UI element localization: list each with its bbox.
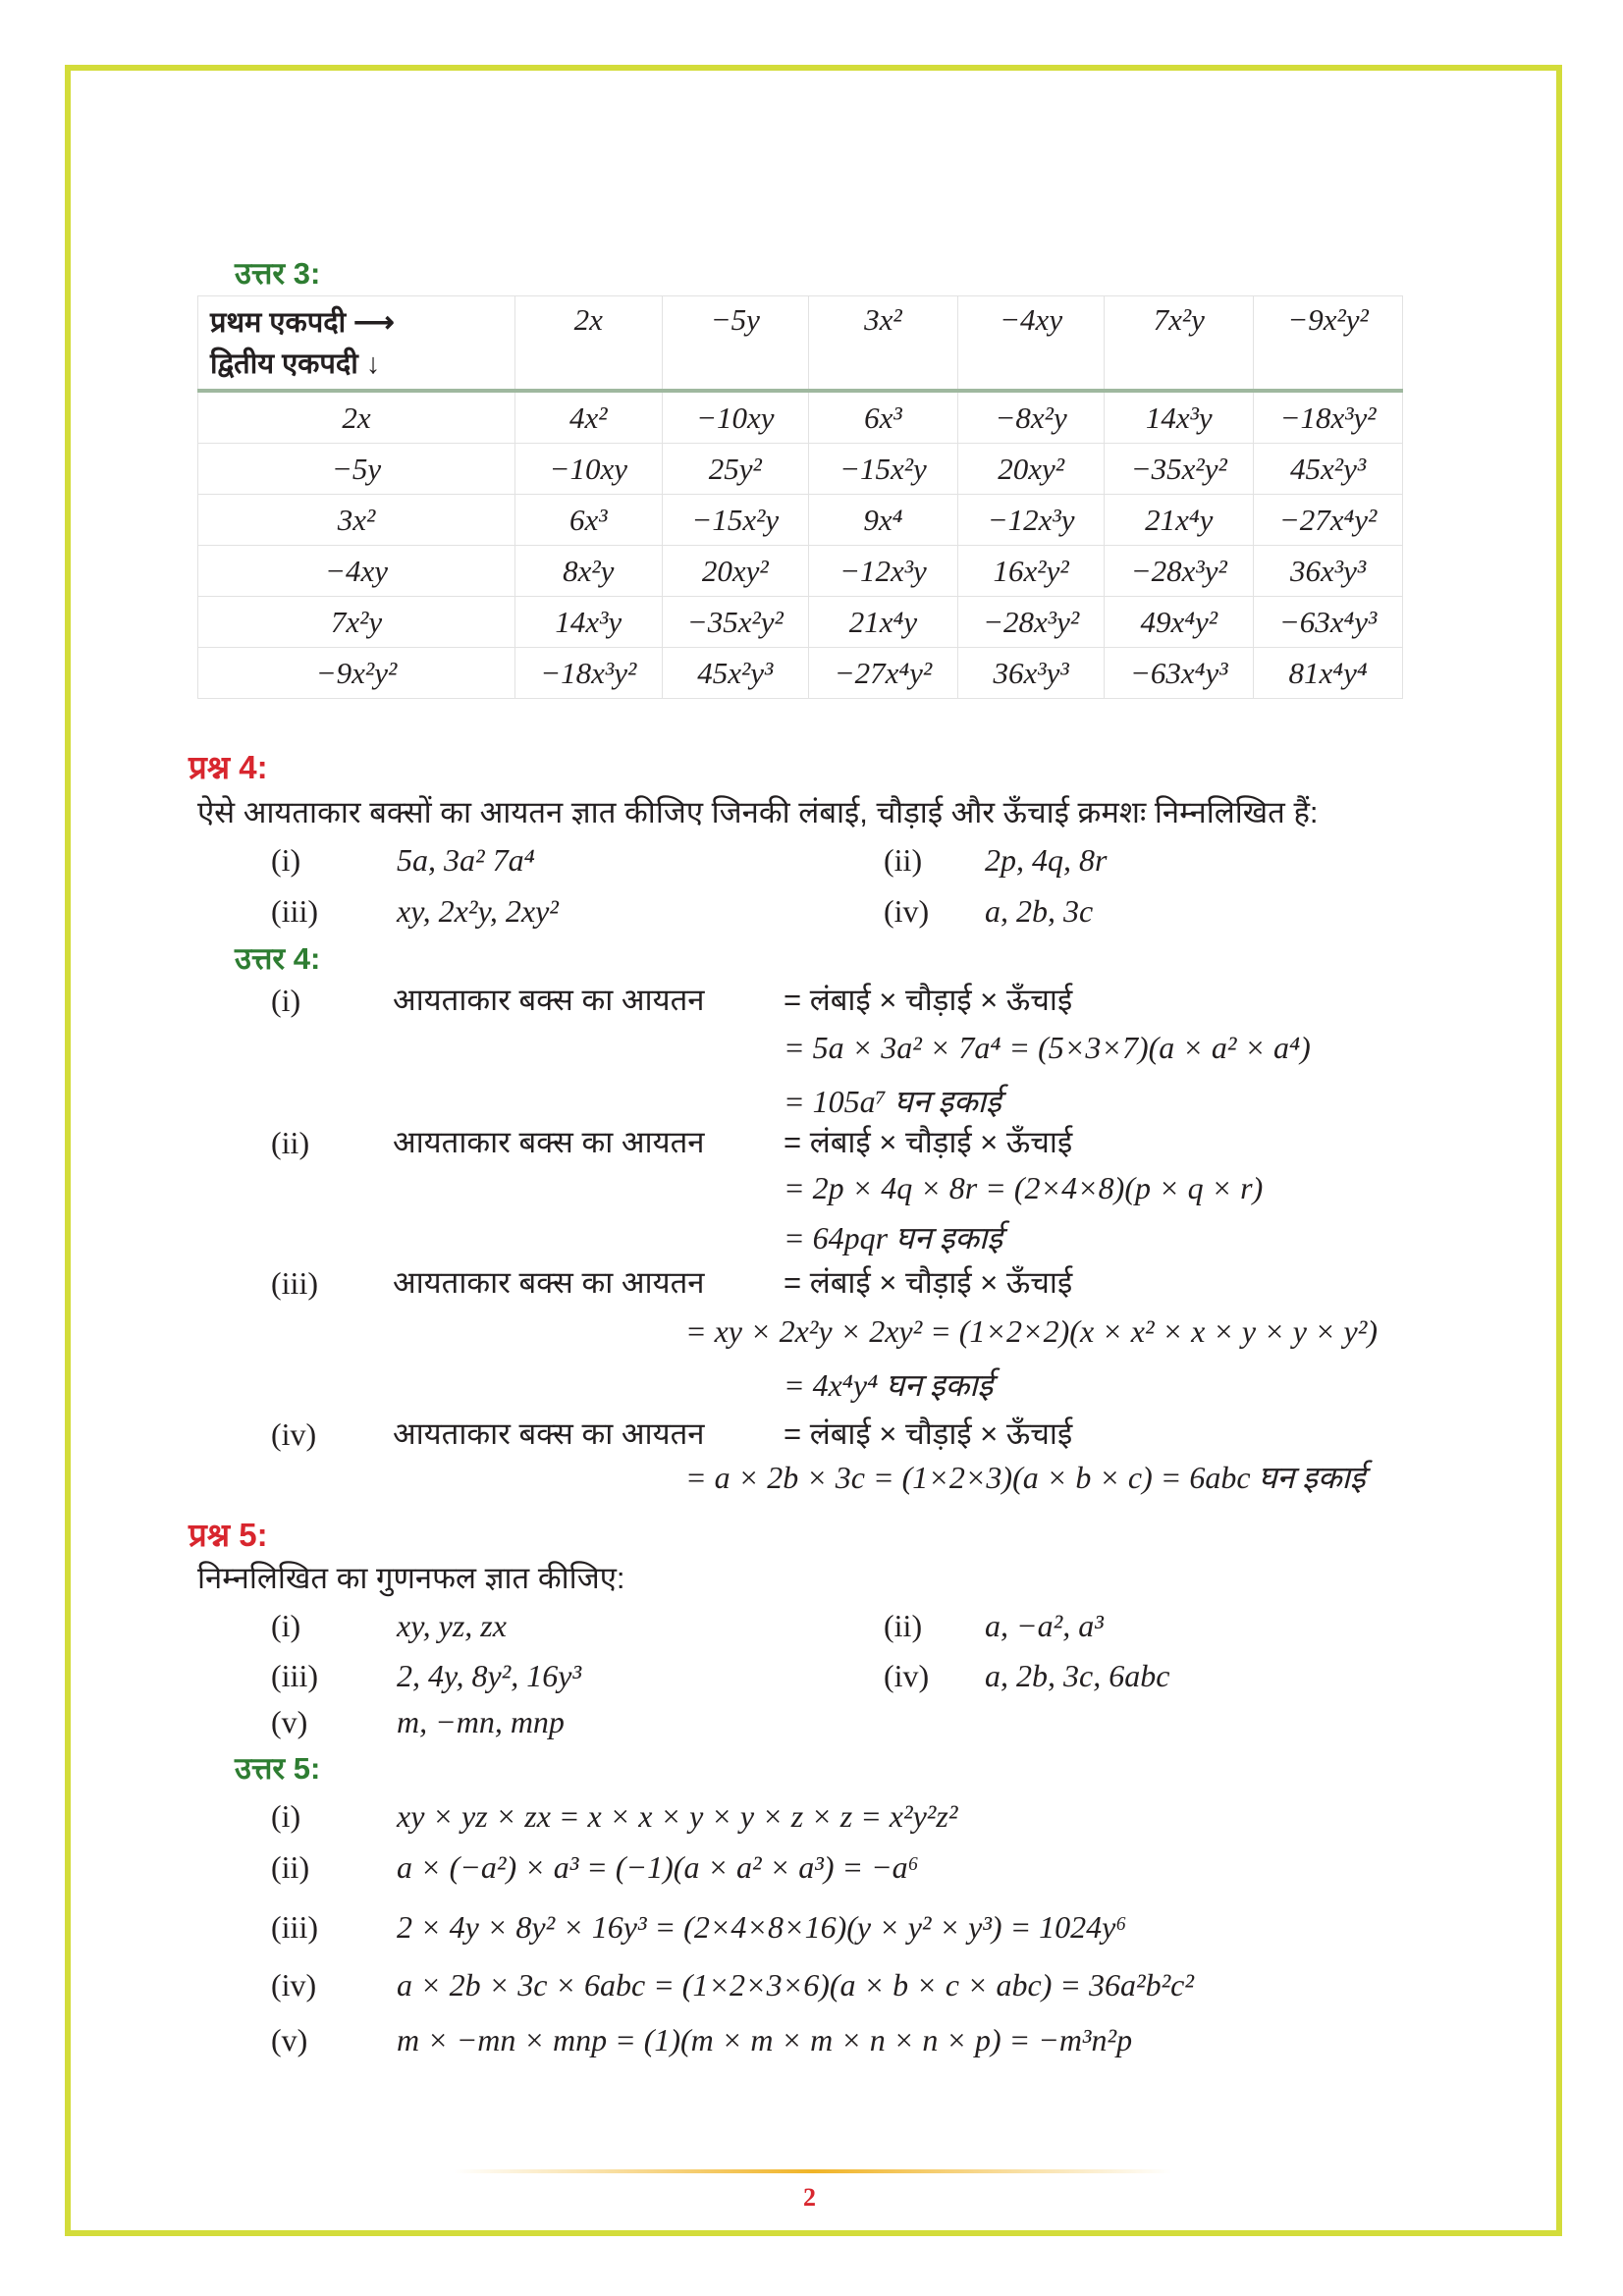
- table-cell: −28x³y²: [1105, 546, 1254, 597]
- row-header: 2x: [198, 391, 515, 444]
- table-cell: −28x³y²: [957, 597, 1105, 648]
- a4-result: = 64pqr घन इकाई: [784, 1220, 1003, 1255]
- q5-item-value: a, −a², a³: [985, 1608, 1104, 1643]
- table-cell: −10xy: [515, 444, 663, 495]
- a5-part-value: a × (−a²) × a³ = (−1)(a × a² × a³) = −a⁶: [397, 1849, 919, 1885]
- a4-part-num: (iv): [271, 1416, 317, 1452]
- a4-volume-label: आयताकार बक्स का आयतन: [393, 1416, 705, 1451]
- question-4-text: ऐसे आयताकार बक्सों का आयतन ज्ञात कीजिए जिनकी लंबाई, चौड़ाई और ऊँचाई क्रमशः निम्नलिखित हैं:: [197, 795, 1319, 829]
- column-header: −9x²y²: [1254, 296, 1403, 392]
- row-header: 7x²y: [198, 597, 515, 648]
- q4-item-num: (ii): [884, 842, 923, 878]
- a4-part-num: (iii): [271, 1265, 318, 1301]
- table-cell: 6x³: [515, 495, 663, 546]
- table-row: [198, 546, 1403, 597]
- a4-part-num: (ii): [271, 1125, 310, 1160]
- table-cell: −10xy: [662, 391, 809, 444]
- table-cell: 6x³: [809, 391, 958, 444]
- column-header: 7x²y: [1105, 296, 1254, 392]
- answer-4-heading: उत्तर 4:: [235, 941, 321, 976]
- a4-formula: = लंबाई × चौड़ाई × ऊँचाई: [784, 1265, 1073, 1300]
- table-cell: 25y²: [662, 444, 809, 495]
- a4-step: = xy × 2x²y × 2xy² = (1×2×2)(x × x² × x × y × y × y²): [685, 1313, 1378, 1349]
- q5-item-value: m, −mn, mnp: [397, 1704, 565, 1739]
- table-row: [198, 391, 1403, 444]
- table-cell: −63x⁴y³: [1254, 597, 1403, 648]
- table-row: [198, 444, 1403, 495]
- table-cell: −27x⁴y²: [809, 648, 958, 699]
- table-row: [198, 495, 1403, 546]
- table-cell: 36x³y³: [957, 648, 1105, 699]
- product-table: [197, 295, 1403, 699]
- row-header: −9x²y²: [198, 648, 515, 699]
- row-header: −4xy: [198, 546, 515, 597]
- question-5-text: निम्नलिखित का गुणनफल ज्ञात कीजिए:: [197, 1561, 625, 1595]
- q5-item-num: (v): [271, 1704, 308, 1739]
- answer-5-heading: उत्तर 5:: [235, 1751, 321, 1786]
- table-cell: −15x²y: [809, 444, 958, 495]
- q5-item-num: (iii): [271, 1658, 318, 1693]
- a5-part-num: (ii): [271, 1849, 310, 1885]
- a5-part-num: (i): [271, 1798, 301, 1834]
- q5-item-num: (ii): [884, 1608, 923, 1643]
- table-cell: 20xy²: [662, 546, 809, 597]
- a4-part-num: (i): [271, 983, 301, 1018]
- answer-3-heading: उत्तर 3:: [235, 256, 321, 291]
- table-cell: −18x³y²: [1254, 391, 1403, 444]
- table-cell: −12x³y: [957, 495, 1105, 546]
- table-cell: −18x³y²: [515, 648, 663, 699]
- question-4-heading: प्रश्न 4:: [189, 749, 268, 785]
- table-cell: 8x²y: [515, 546, 663, 597]
- table-cell: 20xy²: [957, 444, 1105, 495]
- q5-item-num: (iv): [884, 1658, 930, 1693]
- q4-item-value: a, 2b, 3c: [985, 893, 1094, 929]
- second-monomial-label: द्वितीय एकपदी ↓: [210, 348, 381, 380]
- q4-item-num: (i): [271, 842, 301, 878]
- q5-item-num: (i): [271, 1608, 301, 1643]
- table-cell: 14x³y: [515, 597, 663, 648]
- q5-item-value: xy, yz, zx: [397, 1608, 507, 1643]
- a4-volume-label: आयताकार बक्स का आयतन: [393, 1125, 705, 1159]
- a5-part-value: a × 2b × 3c × 6abc = (1×2×3×6)(a × b × c × abc) = 36a²b²c²: [397, 1967, 1194, 2002]
- table-cell: 4x²: [515, 391, 663, 444]
- q4-item-num: (iv): [884, 893, 930, 929]
- table-cell: 36x³y³: [1254, 546, 1403, 597]
- a4-formula: = लंबाई × चौड़ाई × ऊँचाई: [784, 1416, 1073, 1451]
- a4-formula: = लंबाई × चौड़ाई × ऊँचाई: [784, 1125, 1073, 1159]
- q4-item-value: 5a, 3a² 7a⁴: [397, 842, 535, 878]
- q4-item-value: 2p, 4q, 8r: [985, 842, 1108, 878]
- a5-part-value: xy × yz × zx = x × x × y × y × z × z = x²y²z²: [397, 1798, 958, 1834]
- table-cell: 81x⁴y⁴: [1254, 648, 1403, 699]
- a4-result: = 105a⁷ घन इकाई: [784, 1084, 1001, 1119]
- a5-part-value: 2 × 4y × 8y² × 16y³ = (2×4×8×16)(y × y² × y³) = 1024y⁶: [397, 1909, 1127, 1945]
- column-header: 3x²: [809, 296, 958, 392]
- table-header-row: [198, 296, 1403, 392]
- table-cell: 21x⁴y: [1105, 495, 1254, 546]
- table-cell: −8x²y: [957, 391, 1105, 444]
- column-header: −5y: [662, 296, 809, 392]
- a4-volume-label: आयताकार बक्स का आयतन: [393, 983, 705, 1017]
- footer-divider: [454, 2169, 1172, 2173]
- q4-item-num: (iii): [271, 893, 318, 929]
- table-cell: −27x⁴y²: [1254, 495, 1403, 546]
- table-corner-label: [198, 296, 515, 392]
- table-cell: 45x²y³: [1254, 444, 1403, 495]
- table-cell: −35x²y²: [662, 597, 809, 648]
- a4-volume-label: आयताकार बक्स का आयतन: [393, 1265, 705, 1300]
- a4-step: = 5a × 3a² × 7a⁴ = (5×3×7)(a × a² × a⁴): [784, 1030, 1311, 1065]
- table-cell: −12x³y: [809, 546, 958, 597]
- column-header: −4xy: [957, 296, 1105, 392]
- table-cell: 21x⁴y: [809, 597, 958, 648]
- table-cell: −35x²y²: [1105, 444, 1254, 495]
- a5-part-num: (iv): [271, 1967, 317, 2002]
- q5-item-value: 2, 4y, 8y², 16y³: [397, 1658, 582, 1693]
- page-number: 2: [803, 2183, 816, 2212]
- a4-formula: = लंबाई × चौड़ाई × ऊँचाई: [784, 983, 1073, 1017]
- row-header: 3x²: [198, 495, 515, 546]
- a5-part-num: (v): [271, 2022, 308, 2057]
- first-monomial-label: प्रथम एकपदी ⟶: [210, 307, 395, 339]
- row-header: −5y: [198, 444, 515, 495]
- column-header: 2x: [515, 296, 663, 392]
- a4-step: = 2p × 4q × 8r = (2×4×8)(p × q × r): [784, 1170, 1264, 1205]
- a4-step: = a × 2b × 3c = (1×2×3)(a × b × c) = 6abc घन इकाई: [685, 1460, 1366, 1495]
- table-row: [198, 597, 1403, 648]
- a5-part-num: (iii): [271, 1909, 318, 1945]
- table-cell: −15x²y: [662, 495, 809, 546]
- q4-item-value: xy, 2x²y, 2xy²: [397, 893, 559, 929]
- a4-result: = 4x⁴y⁴ घन इकाई: [784, 1367, 994, 1403]
- table-cell: 9x⁴: [809, 495, 958, 546]
- question-5-heading: प्रश्न 5:: [189, 1517, 268, 1553]
- table-row: [198, 648, 1403, 699]
- a5-part-value: m × −mn × mnp = (1)(m × m × m × n × n × p) = −m³n²p: [397, 2022, 1133, 2057]
- table-cell: 16x²y²: [957, 546, 1105, 597]
- q5-item-value: a, 2b, 3c, 6abc: [985, 1658, 1170, 1693]
- table-cell: 49x⁴y²: [1105, 597, 1254, 648]
- table-cell: −63x⁴y³: [1105, 648, 1254, 699]
- table-cell: 14x³y: [1105, 391, 1254, 444]
- table-cell: 45x²y³: [662, 648, 809, 699]
